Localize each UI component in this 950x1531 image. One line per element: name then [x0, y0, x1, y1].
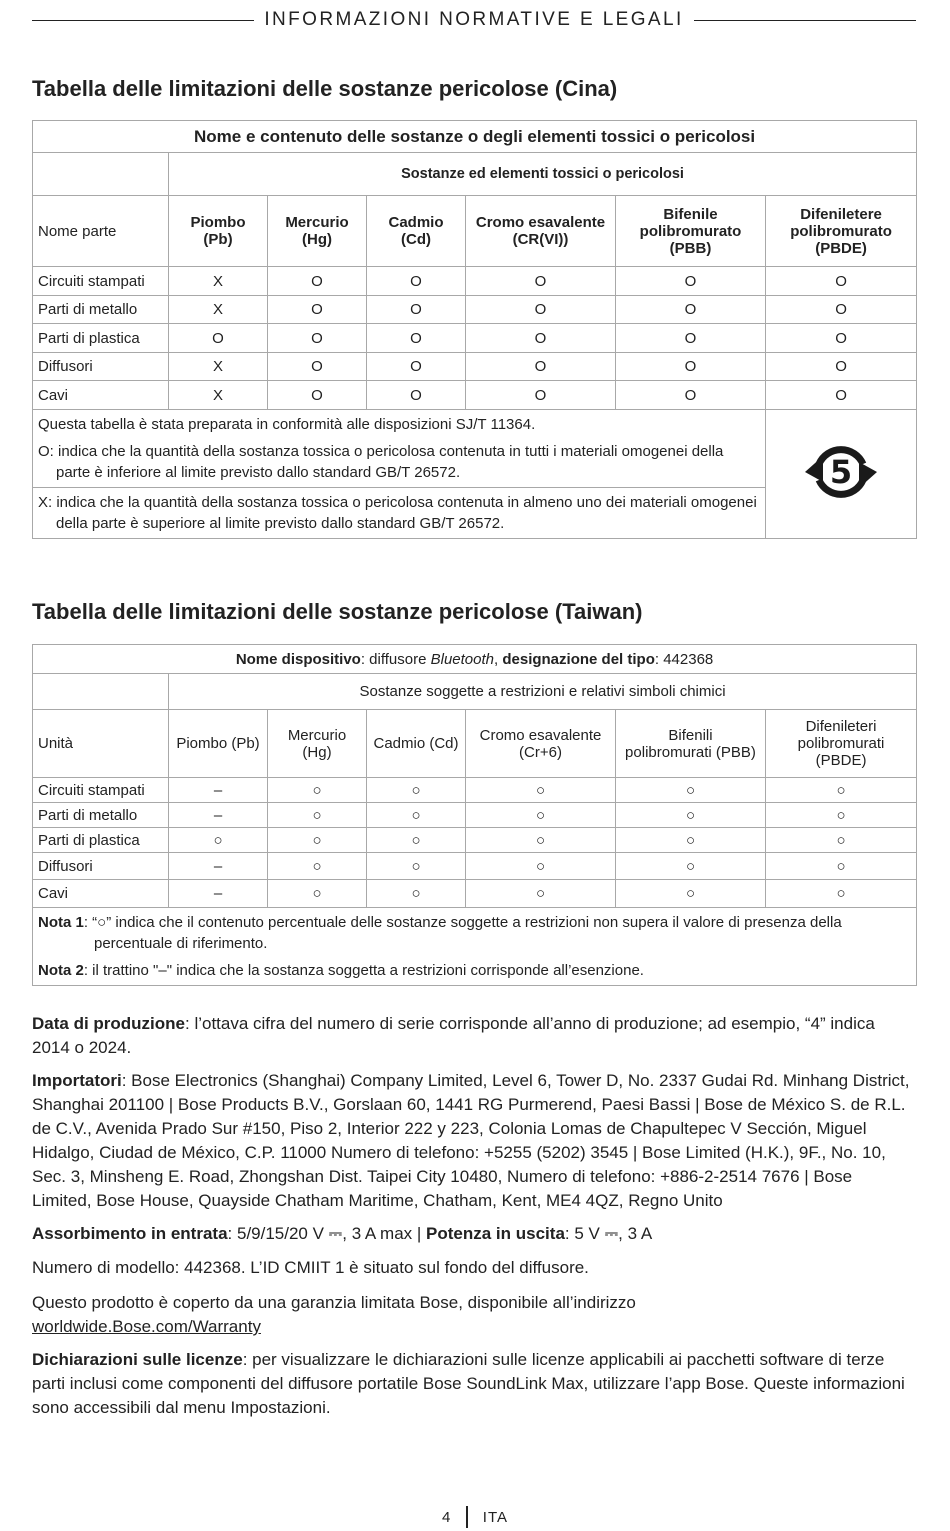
language-code: ITA	[482, 1508, 509, 1526]
header-rule-right	[694, 20, 916, 21]
production-date-paragraph: Data di produzione: l’ottava cifra del numero di serie corrisponde all’anno di produzione; ad esempio, “4” indica 2014 o 2024.	[32, 1014, 875, 1057]
table-row: Parti di metallo – ○ ○ ○ ○ ○	[33, 803, 917, 828]
taiwan-col-pbb: Bifenili polibromurati (PBB)	[616, 710, 766, 778]
table-row: Cavi – ○ ○ ○ ○ ○	[33, 880, 917, 908]
china-notes-o	[33, 410, 766, 488]
taiwan-col-cr: Cromo esavalente (Cr+6)	[466, 710, 616, 778]
china-efup-symbol-cell	[766, 410, 917, 539]
taiwan-rohs-table	[32, 644, 917, 986]
taiwan-unit-header: Unità	[33, 710, 169, 778]
bluetooth-text: Bluetooth	[430, 650, 494, 668]
table-row: Parti di metallo X O O O O O	[33, 296, 917, 324]
china-col-hg: Mercurio (Hg)	[268, 196, 367, 267]
device-name-label: Nome dispositivo	[235, 650, 361, 668]
china-blank-cell	[33, 153, 169, 196]
type-designation-label: designazione del tipo	[502, 650, 655, 668]
china-note-prepared: Questa tabella è stata preparata in conformità alle disposizioni SJ/T 11364.	[38, 416, 536, 433]
footer-divider	[466, 1506, 468, 1528]
taiwan-note-1: Nota 1: “○” indica che il contenuto percentuale delle sostanze soggette a restrizioni non supera il valore di presenza della percentuale di riferimento.	[38, 914, 842, 952]
taiwan-col-hg: Mercurio (Hg)	[268, 710, 367, 778]
china-table-title: Nome e contenuto delle sostanze o degli elementi tossici o pericolosi	[33, 121, 917, 153]
china-note-o: O: indica che la quantità della sostanza tossica o pericolosa contenuta in tutti i materiali omogenei della parte è inferiore al limite previsto dallo standard GB/T 26572.	[38, 443, 724, 481]
importers-paragraph: Importatori: Bose Electronics (Shanghai) Company Limited, Level 6, Tower D, No. 2337 Gudai Rd. Minhang District, Shanghai 201100 | Bose Products B.V., Gorslaan 60, 1441 RG Purmerend, Paesi Bassi | Bose de México S. de R.L. de C.V., Avenida Prado Sur #150, Piso 2, Interior 222 y 223, Colonia Lomas de Chapultepec V Sección, Miguel Hidalgo, Ciudad de México, C.P. 11000 Numero di telefono: +5255 (5202) 3545 | Bose Limited (H.K.), 9F., No. 10, Sec. 3, Minsheng E. Road, Zhongshan Dist. Taipei City 10480, Numero di telefono: +886-2-2514 7676 | Bose Limited, Bose House, Quayside Chatham Maritime, Chatham, Kent, ME4 4QZ, Regno Unito	[32, 1071, 910, 1210]
china-notes-x	[33, 488, 766, 539]
header-rule-left	[32, 20, 254, 21]
taiwan-note-2: Nota 2: il trattino "–" indica che la sostanza soggetta a restrizioni corrisponde all’esenzione.	[38, 962, 644, 979]
table-row: Parti di plastica ○ ○ ○ ○ ○ ○	[33, 828, 917, 853]
taiwan-col-pbde: Difenileteri polibromurati (PBDE)	[766, 710, 917, 778]
taiwan-col-pb: Piombo (Pb)	[169, 710, 268, 778]
taiwan-device-row: Nome dispositivo: diffusore Bluetooth, designazione del tipo: 442368	[33, 645, 917, 674]
efup-number: 5	[829, 453, 853, 491]
china-col-pbb: Bifenile polibromurato (PBB)	[616, 196, 766, 267]
license-paragraph: Dichiarazioni sulle licenze: per visualizzare le dichiarazioni sulle licenze applicabili ai pacchetti software di terze parti inclusi come componenti del diffusore portatile Bose SoundLink Max, utilizzare l’app Bose. Queste informazioni sono accessibili dal menu Impostazioni.	[32, 1350, 905, 1417]
table-row: Circuiti stampati X O O O O O	[33, 267, 917, 296]
table-row: Diffusori – ○ ○ ○ ○ ○	[33, 853, 917, 880]
china-part-header: Nome parte	[33, 196, 169, 267]
china-col-cd: Cadmio (Cd)	[367, 196, 466, 267]
table-row: Diffusori X O O O O O	[33, 353, 917, 381]
taiwan-col-cd: Cadmio (Cd)	[367, 710, 466, 778]
page-footer	[0, 1506, 950, 1528]
taiwan-notes	[33, 908, 917, 986]
warranty-link[interactable]: worldwide.Bose.com/Warranty	[32, 1317, 261, 1336]
china-col-cr: Cromo esavalente (CR(VI))	[466, 196, 616, 267]
china-rohs-table	[32, 120, 917, 539]
china-col-pb: Piombo (Pb)	[169, 196, 268, 267]
page-number: 4	[441, 1508, 452, 1526]
taiwan-group-header: Sostanze soggette a restrizioni e relativi simboli chimici	[169, 674, 917, 710]
warranty-paragraph: Questo prodotto è coperto da una garanzia limitata Bose, disponibile all’indirizzo worldwide.Bose.com/Warranty	[32, 1293, 636, 1336]
page-header	[32, 8, 916, 32]
table-row: Circuiti stampati – ○ ○ ○ ○ ○	[33, 778, 917, 803]
table-row: Cavi X O O O O O	[33, 381, 917, 410]
china-group-header: Sostanze ed elementi tossici o pericolosi	[169, 153, 917, 196]
taiwan-blank-cell	[33, 674, 169, 710]
china-table-heading: Tabella delle limitazioni delle sostanze pericolose (Cina)	[32, 76, 618, 101]
taiwan-table-heading: Tabella delle limitazioni delle sostanze pericolose (Taiwan)	[32, 599, 643, 624]
table-row: Parti di plastica O O O O O O	[33, 324, 917, 353]
china-note-x: X: indica che la quantità della sostanza tossica o pericolosa contenuta in almeno uno dei materiali omogenei della parte è superiore al limite previsto dallo standard GB/T 26572.	[38, 494, 757, 532]
power-paragraph: Assorbimento in entrata: 5/9/15/20 V ⎓, 3 A max | Potenza in uscita: 5 V ⎓, 3 A	[32, 1224, 653, 1243]
model-paragraph: Numero di modello: 442368. L’ID CMIIT 1 è situato sul fondo del diffusore.	[32, 1258, 589, 1277]
china-col-pbde: Difeniletere polibromurato (PBDE)	[766, 196, 917, 267]
header-title: INFORMAZIONI NORMATIVE E LEGALI	[264, 9, 684, 30]
recycle-5-year-efup-icon	[801, 432, 881, 512]
